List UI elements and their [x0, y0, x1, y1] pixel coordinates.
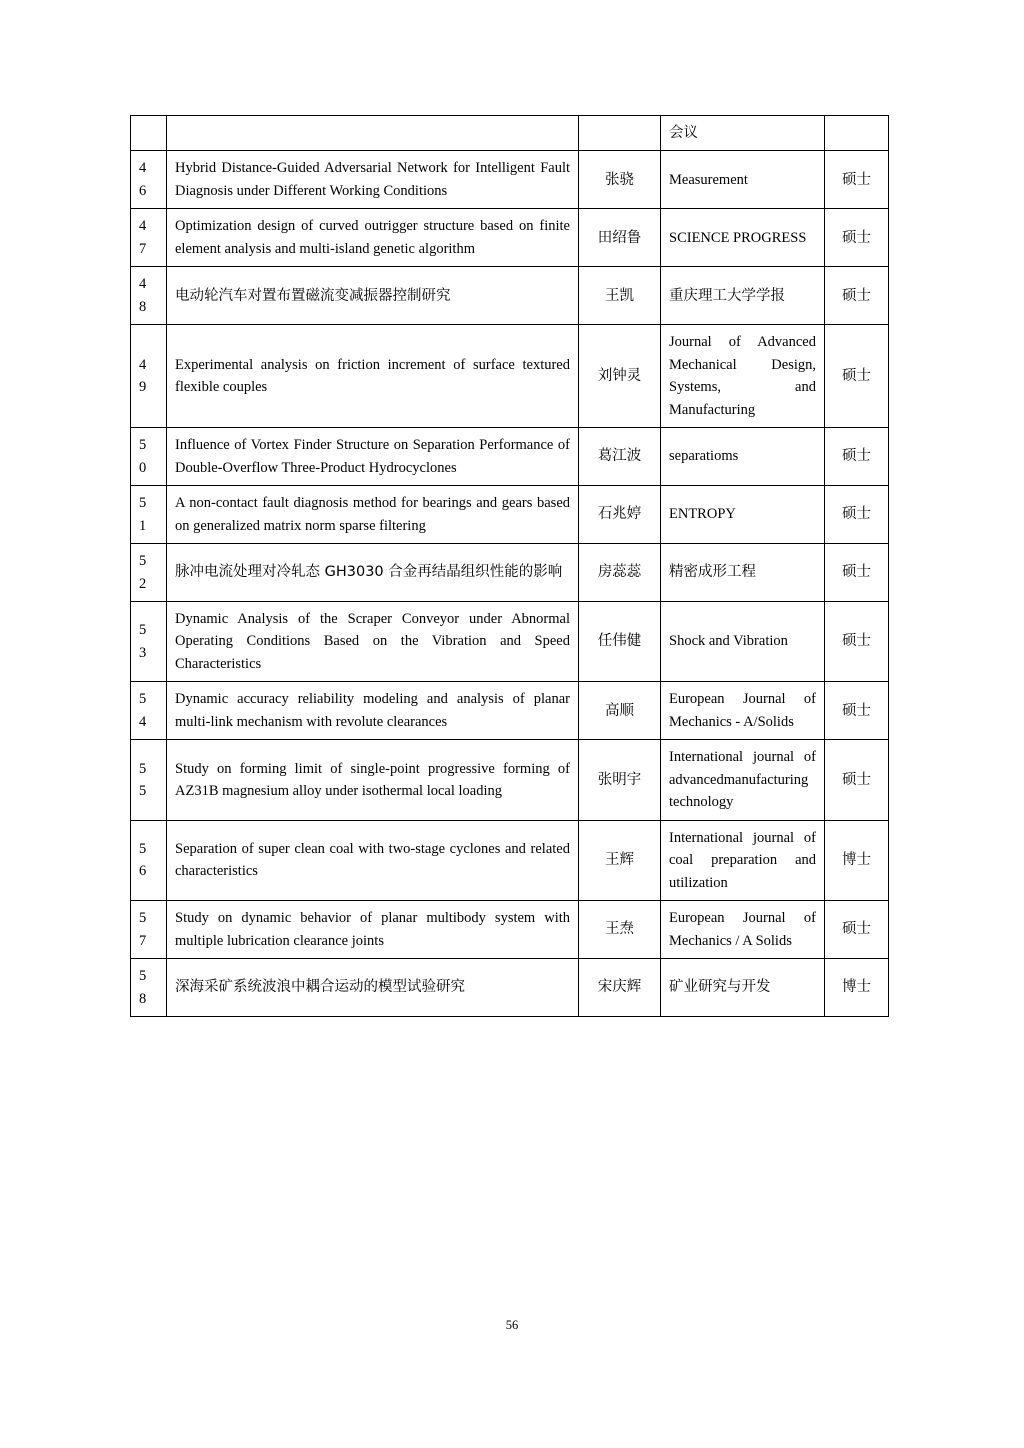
publication-title: Dynamic Analysis of the Scraper Conveyor under Abnormal Operating Conditions Based on the Vibration and Speed Characteristics	[167, 601, 579, 681]
row-number: 4 6	[131, 151, 167, 209]
journal-name: European Journal of Mechanics - A/Solids	[661, 682, 825, 740]
journal-name: International journal of advancedmanufacturing technology	[661, 740, 825, 820]
degree-type: 硕士	[825, 325, 889, 428]
publication-title: Hybrid Distance-Guided Adversarial Network for Intelligent Fault Diagnosis under Different Working Conditions	[167, 151, 579, 209]
row-number: 4 9	[131, 325, 167, 428]
degree-type: 博士	[825, 820, 889, 900]
journal-name: Shock and Vibration	[661, 601, 825, 681]
journal-name: 重庆理工大学学报	[661, 267, 825, 325]
row-number: 4 8	[131, 267, 167, 325]
degree-type: 硕士	[825, 544, 889, 602]
table-row	[131, 820, 889, 900]
degree-type: 博士	[825, 959, 889, 1017]
table-row	[131, 267, 889, 325]
degree-type: 硕士	[825, 209, 889, 267]
table-row	[131, 325, 889, 428]
author-name: 张骁	[579, 151, 661, 209]
table-row	[131, 901, 889, 959]
degree-type: 硕士	[825, 901, 889, 959]
journal-name: Journal of Advanced Mechanical Design, Systems, and Manufacturing	[661, 325, 825, 428]
publication-title: 深海采矿系统波浪中耦合运动的模型试验研究	[167, 959, 579, 1017]
publication-title: Experimental analysis on friction increment of surface textured flexible couples	[167, 325, 579, 428]
degree-type: 硕士	[825, 428, 889, 486]
degree-type: 硕士	[825, 267, 889, 325]
journal-name: 精密成形工程	[661, 544, 825, 602]
degree-type: 硕士	[825, 682, 889, 740]
publication-title	[167, 116, 579, 151]
publication-title: 电动轮汽车对置布置磁流变减振器控制研究	[167, 267, 579, 325]
table-row	[131, 151, 889, 209]
journal-name: 会议	[661, 116, 825, 151]
row-number: 5 3	[131, 601, 167, 681]
degree-type: 硕士	[825, 740, 889, 820]
author-name: 任伟健	[579, 601, 661, 681]
publication-title: Study on dynamic behavior of planar multibody system with multiple lubrication clearance joints	[167, 901, 579, 959]
journal-name: SCIENCE PROGRESS	[661, 209, 825, 267]
row-number: 5 4	[131, 682, 167, 740]
journal-name: 矿业研究与开发	[661, 959, 825, 1017]
row-number: 5 6	[131, 820, 167, 900]
table-row	[131, 682, 889, 740]
publication-title: Dynamic accuracy reliability modeling and analysis of planar multi-link mechanism with revolute clearances	[167, 682, 579, 740]
journal-name: ENTROPY	[661, 486, 825, 544]
table-row	[131, 486, 889, 544]
author-name	[579, 116, 661, 151]
degree-type: 硕士	[825, 486, 889, 544]
table-row	[131, 544, 889, 602]
publication-title: Optimization design of curved outrigger structure based on finite element analysis and multi-island genetic algorithm	[167, 209, 579, 267]
publication-title: Separation of super clean coal with two-stage cyclones and related characteristics	[167, 820, 579, 900]
table-row	[131, 209, 889, 267]
author-name: 张明宇	[579, 740, 661, 820]
publications-table-container	[130, 115, 888, 1017]
degree-type: 硕士	[825, 151, 889, 209]
author-name: 宋庆辉	[579, 959, 661, 1017]
author-name: 石兆婷	[579, 486, 661, 544]
row-number: 5 7	[131, 901, 167, 959]
author-name: 王焘	[579, 901, 661, 959]
author-name: 房蕊蕊	[579, 544, 661, 602]
page-number: 56	[505, 1318, 519, 1332]
author-name: 刘钟灵	[579, 325, 661, 428]
journal-name: International journal of coal preparation and utilization	[661, 820, 825, 900]
author-name: 葛江波	[579, 428, 661, 486]
journal-name: European Journal of Mechanics / A Solids	[661, 901, 825, 959]
row-number: 5 8	[131, 959, 167, 1017]
journal-name: Measurement	[661, 151, 825, 209]
table-row	[131, 959, 889, 1017]
publication-title: Influence of Vortex Finder Structure on Separation Performance of Double-Overflow Three-Product Hydrocyclones	[167, 428, 579, 486]
publication-title: 脉冲电流处理对冷轧态 GH3030 合金再结晶组织性能的影响	[167, 544, 579, 602]
table-row	[131, 740, 889, 820]
author-name: 王凯	[579, 267, 661, 325]
row-number: 4 7	[131, 209, 167, 267]
degree-type: 硕士	[825, 601, 889, 681]
row-number: 5 5	[131, 740, 167, 820]
table-row	[131, 116, 889, 151]
journal-name: separatioms	[661, 428, 825, 486]
table-row	[131, 601, 889, 681]
publication-title: Study on forming limit of single-point progressive forming of AZ31B magnesium alloy under isothermal local loading	[167, 740, 579, 820]
publications-table	[130, 115, 889, 1017]
publication-title: A non-contact fault diagnosis method for bearings and gears based on generalized matrix norm sparse filtering	[167, 486, 579, 544]
row-number: 5 1	[131, 486, 167, 544]
author-name: 田绍鲁	[579, 209, 661, 267]
row-number	[131, 116, 167, 151]
row-number: 5 0	[131, 428, 167, 486]
table-row	[131, 428, 889, 486]
author-name: 高顺	[579, 682, 661, 740]
row-number: 5 2	[131, 544, 167, 602]
degree-type	[825, 116, 889, 151]
author-name: 王辉	[579, 820, 661, 900]
